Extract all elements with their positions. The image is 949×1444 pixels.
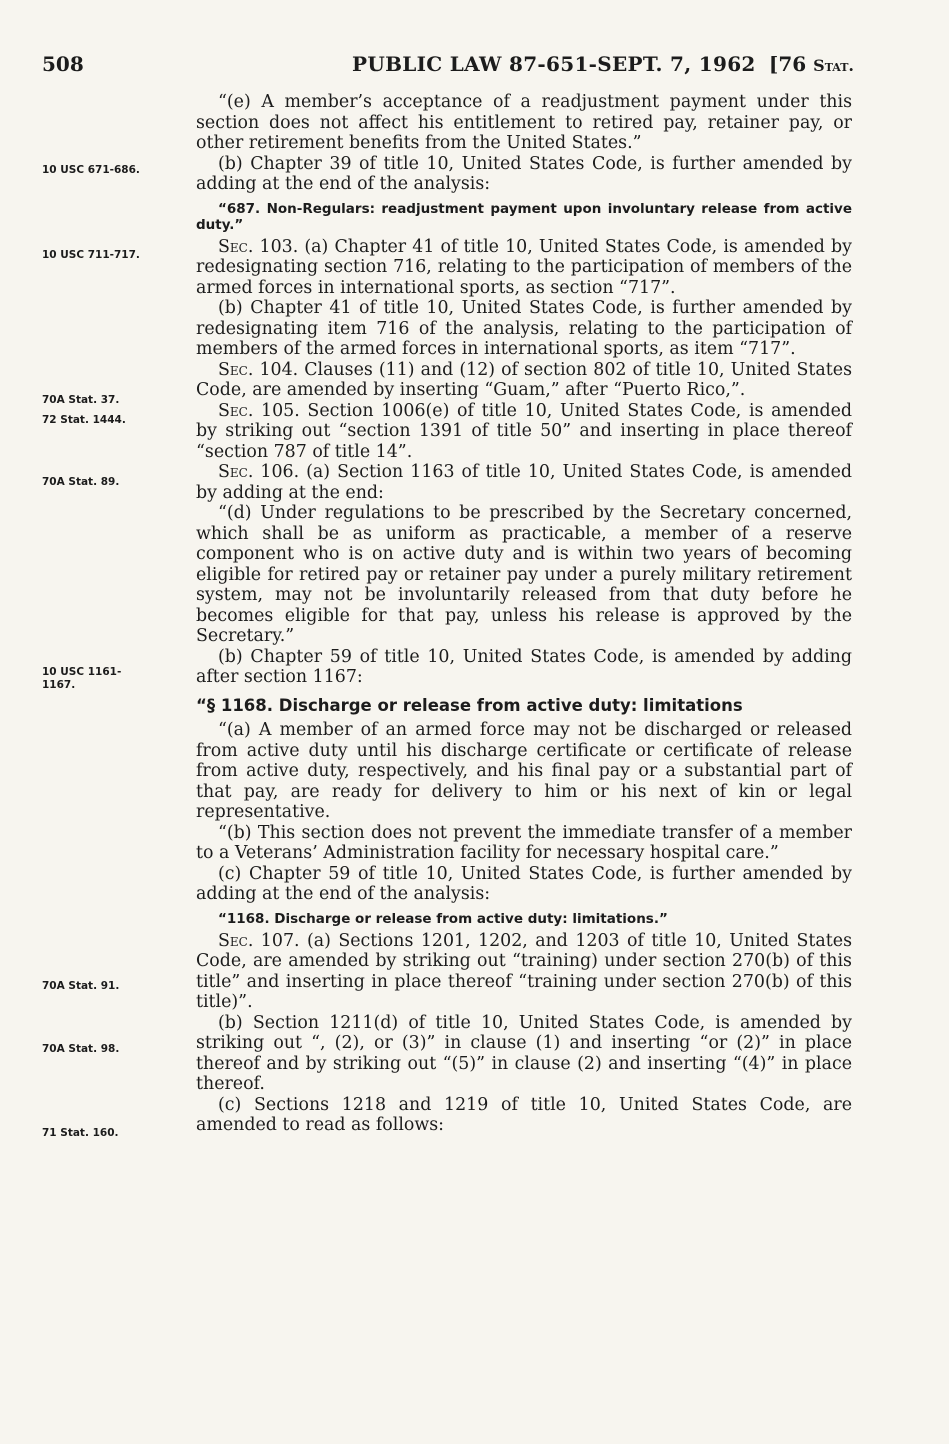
analysis-item-1168: “1168. Discharge or release from active duty: limitations.” — [218, 910, 668, 927]
margin-note: 70A Stat. 37. — [42, 394, 120, 406]
stat-label: Stat. — [813, 56, 854, 75]
sec-label: Sec. — [218, 236, 254, 257]
paragraph-sec-103 — [196, 237, 852, 299]
document-body — [196, 92, 852, 1136]
margin-note: 10 USC 671-686. — [42, 164, 140, 176]
paragraph: (b) Chapter 39 of title 10, United States Code, is further amended by adding at the end of the analysis: — [196, 153, 852, 194]
page-number: 508 — [42, 52, 84, 76]
margin-note: 71 Stat. 160. — [42, 1127, 119, 1139]
paragraph: (c) Chapter 59 of title 10, United States Code, is further amended by adding at the end of the analysis: — [196, 863, 852, 904]
margin-note: 70A Stat. 98. — [42, 1043, 120, 1055]
paragraph-text: 104. Clauses (11) and (12) of section 802 of title 10, United States Code, are amended by inserting “Guam,” after “Puerto Rico,”. — [196, 359, 852, 400]
statute-reference — [769, 52, 854, 76]
margin-note: 72 Stat. 1444. — [42, 414, 126, 426]
page-header — [42, 52, 854, 82]
sec-label: Sec. — [218, 400, 254, 421]
paragraph: (b) Section 1211(d) of title 10, United States Code, is amended by striking out “, (2), or (3)” in clause (1) and inserting “or (2)” in place thereof and by striking out “(5)” in clause (2) and inserting “(4)” in place thereof. — [196, 1012, 852, 1094]
paragraph: (b) Chapter 41 of title 10, United States Code, is further amended by redesignating item 716 of the analysis, relating to the participation of members of the armed forces in international sports, as item “717”. — [196, 298, 852, 359]
paragraph: (b) Chapter 59 of title 10, United States Code, is amended by adding after section 1167: — [196, 646, 852, 687]
paragraph: “(a) A member of an armed force may not be discharged or released from active duty until his discharge certificate or certificate of release from active duty, respectively, and his final pay or a substantial part of that pay, are ready for delivery to him or his next of kin or legal representative. — [196, 720, 852, 822]
paragraph-sec-104 — [196, 360, 852, 401]
paragraph-text: 103. (a) Chapter 41 of title 10, United States Code, is amended by redesignating section 716, relating to the participation of members of the armed forces in international sports, as section “717”. — [196, 236, 852, 298]
sec-label: Sec. — [218, 359, 254, 380]
sec-label: Sec. — [218, 930, 254, 951]
margin-note: 70A Stat. 91. — [42, 980, 120, 992]
analysis-item-687: “687. Non-Regulars: readjustment payment upon involuntary release from active duty.” — [196, 200, 852, 233]
paragraph-sec-105 — [196, 401, 852, 463]
paragraph: “(e) A member’s acceptance of a readjustment payment under this section does not affect his entitlement to retired pay, retainer pay, or other retirement benefits from the United States.” — [196, 92, 852, 153]
paragraph: “(d) Under regulations to be prescribed by the Secretary concerned, which shall be as uniform as practicable, a member of a reserve component who is on active duty and is within two years of becoming eligible for retired pay or retainer pay under a purely military retirement system, may not be involuntarily released from that duty before he becomes eligible for that pay, unless his release is approved by the Secretary.” — [196, 503, 852, 646]
paragraph: (c) Sections 1218 and 1219 of title 10, United States Code, are amended to read as follows: — [196, 1094, 852, 1135]
paragraph-sec-106 — [196, 462, 852, 503]
section-heading-1168: “§ 1168. Discharge or release from active duty: limitations — [196, 695, 743, 715]
margin-note: 10 USC 1161- 1167. — [42, 666, 122, 691]
paragraph: “(b) This section does not prevent the immediate transfer of a member to a Veterans’ Administration facility for necessary hospital care.” — [196, 822, 852, 863]
paragraph-text: 107. (a) Sections 1201, 1202, and 1203 of title 10, United States Code, are amended by striking out “training) under section 270(b) of this title” and inserting in place thereof “training under section 270(b) of this title)”. — [196, 930, 852, 1012]
margin-note: 10 USC 711-717. — [42, 249, 140, 261]
sec-label: Sec. — [218, 462, 254, 482]
paragraph-text: 105. Section 1006(e) of title 10, United States Code, is amended by striking out “section 1391 of title 50” and inserting in place thereof “section 787 of title 14”. — [196, 400, 852, 462]
margin-note: 70A Stat. 89. — [42, 476, 120, 488]
paragraph-sec-107 — [196, 931, 852, 1013]
paragraph-text: 106. (a) Section 1163 of title 10, United States Code, is amended by adding at the end: — [196, 462, 852, 503]
page-title: PUBLIC LAW 87-651-SEPT. 7, 1962 — [352, 52, 756, 76]
stat-volume: [76 — [768, 52, 807, 76]
